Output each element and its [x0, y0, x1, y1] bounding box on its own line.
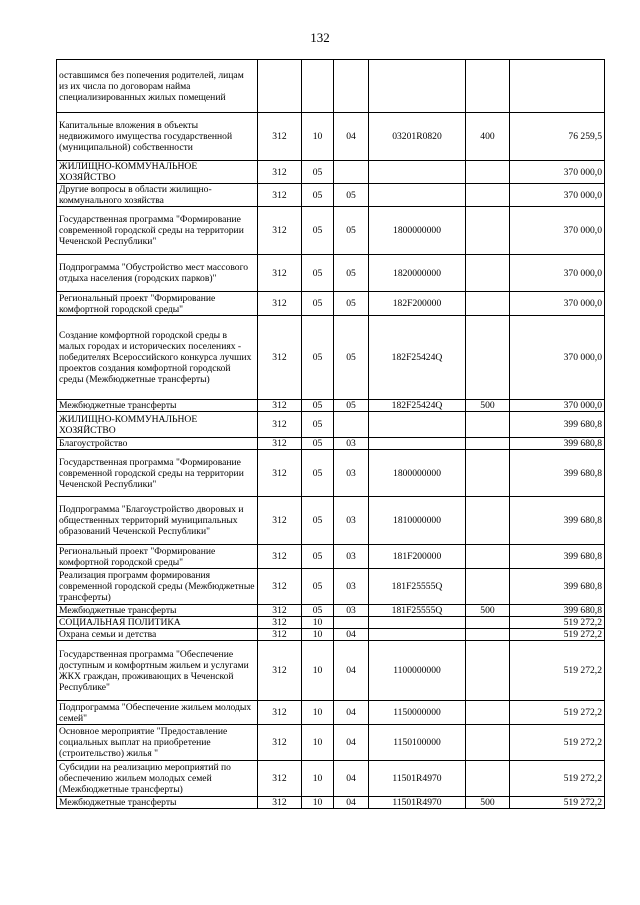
cell-expense-type: 500: [466, 400, 510, 412]
cell-section-code: 10: [302, 701, 334, 725]
cell-name: Межбюджетные трансферты: [57, 605, 258, 617]
cell-ministry-code: 312: [258, 113, 302, 161]
cell-subsection-code: 04: [334, 797, 369, 809]
cell-target-article: 182F25424Q: [369, 400, 466, 412]
table-row: [57, 207, 605, 255]
cell-target-article: 1100000000: [369, 641, 466, 701]
table-row: [57, 629, 605, 641]
cell-name: оставшимся без попечения родителей, лицам из их числа по договорам найма специализированных жилых помещений: [57, 60, 258, 113]
cell-target-article: 182F25424Q: [369, 316, 466, 400]
cell-expense-type: [466, 569, 510, 605]
cell-subsection-code: 04: [334, 113, 369, 161]
cell-subsection-code: [334, 161, 369, 184]
cell-amount: 519 272,2: [510, 617, 605, 629]
table-row: [57, 545, 605, 569]
cell-section-code: 05: [302, 184, 334, 207]
cell-amount: 399 680,8: [510, 497, 605, 545]
cell-ministry-code: 312: [258, 184, 302, 207]
cell-target-article: 181F200000: [369, 545, 466, 569]
cell-subsection-code: 04: [334, 641, 369, 701]
table-row: [57, 316, 605, 400]
cell-target-article: [369, 184, 466, 207]
cell-name: Благоустройство: [57, 438, 258, 450]
cell-target-article: 03201R0820: [369, 113, 466, 161]
cell-subsection-code: 03: [334, 450, 369, 497]
cell-amount: 519 272,2: [510, 761, 605, 797]
table-row: [57, 113, 605, 161]
cell-ministry-code: 312: [258, 207, 302, 255]
cell-ministry-code: 312: [258, 255, 302, 292]
cell-subsection-code: [334, 60, 369, 113]
table-row: [57, 497, 605, 545]
cell-expense-type: [466, 161, 510, 184]
table-row: [57, 605, 605, 617]
cell-subsection-code: 05: [334, 292, 369, 316]
cell-target-article: [369, 629, 466, 641]
cell-amount: 399 680,8: [510, 438, 605, 450]
cell-name: Государственная программа "Формирование современной городской среды на территории Чеченской Республики": [57, 207, 258, 255]
cell-section-code: 10: [302, 761, 334, 797]
cell-target-article: 1800000000: [369, 207, 466, 255]
cell-subsection-code: 05: [334, 255, 369, 292]
cell-name: Капитальные вложения в объекты недвижимого имущества государственной (муниципальной) собственности: [57, 113, 258, 161]
cell-amount: 370 000,0: [510, 207, 605, 255]
cell-section-code: 10: [302, 797, 334, 809]
cell-subsection-code: 05: [334, 316, 369, 400]
cell-ministry-code: 312: [258, 569, 302, 605]
cell-section-code: 05: [302, 400, 334, 412]
cell-amount: 370 000,0: [510, 161, 605, 184]
table-row: [57, 725, 605, 761]
table-row: [57, 438, 605, 450]
cell-amount: 399 680,8: [510, 545, 605, 569]
cell-name: Основное мероприятие "Предоставление социальных выплат на приобретение (строительство) жилья ": [57, 725, 258, 761]
table-row: [57, 292, 605, 316]
cell-expense-type: [466, 497, 510, 545]
cell-name: Подпрограмма "Обеспечение жильем молодых семей": [57, 701, 258, 725]
cell-amount: 519 272,2: [510, 797, 605, 809]
cell-subsection-code: 05: [334, 400, 369, 412]
cell-target-article: [369, 412, 466, 438]
cell-target-article: [369, 617, 466, 629]
cell-target-article: 1150100000: [369, 725, 466, 761]
cell-amount: 519 272,2: [510, 725, 605, 761]
cell-expense-type: [466, 545, 510, 569]
cell-ministry-code: 312: [258, 701, 302, 725]
cell-subsection-code: 05: [334, 207, 369, 255]
cell-section-code: 05: [302, 292, 334, 316]
cell-subsection-code: [334, 617, 369, 629]
cell-subsection-code: 04: [334, 725, 369, 761]
table-row: [57, 412, 605, 438]
cell-target-article: [369, 60, 466, 113]
cell-amount: 519 272,2: [510, 641, 605, 701]
cell-ministry-code: 312: [258, 725, 302, 761]
cell-name: СОЦИАЛЬНАЯ ПОЛИТИКА: [57, 617, 258, 629]
cell-expense-type: [466, 617, 510, 629]
table-row: [57, 761, 605, 797]
page-number: 132: [310, 30, 330, 45]
cell-expense-type: [466, 641, 510, 701]
cell-amount: 76 259,5: [510, 113, 605, 161]
cell-name: Региональный проект "Формирование комфортной городской среды": [57, 292, 258, 316]
cell-section-code: 05: [302, 497, 334, 545]
table-row: [57, 255, 605, 292]
cell-section-code: 05: [302, 605, 334, 617]
cell-name: Государственная программа "Обеспечение доступным и комфортным жильем и услугами ЖКХ граждан, проживающих в Чеченской Республике": [57, 641, 258, 701]
cell-amount: 519 272,2: [510, 629, 605, 641]
cell-ministry-code: 312: [258, 545, 302, 569]
cell-ministry-code: [258, 60, 302, 113]
cell-name: Государственная программа "Формирование современной городской среды на территории Чеченской Республики": [57, 450, 258, 497]
cell-name: Подпрограмма "Обустройство мест массового отдыха населения (городских парков)": [57, 255, 258, 292]
cell-section-code: [302, 60, 334, 113]
cell-name: Реализация программ формирования современной городской среды (Межбюджетные трансферты): [57, 569, 258, 605]
cell-amount: [510, 60, 605, 113]
cell-name: ЖИЛИЩНО-КОММУНАЛЬНОЕ ХОЗЯЙСТВО: [57, 161, 258, 184]
cell-expense-type: [466, 761, 510, 797]
cell-section-code: 05: [302, 161, 334, 184]
cell-subsection-code: 03: [334, 438, 369, 450]
cell-subsection-code: 04: [334, 701, 369, 725]
cell-expense-type: [466, 207, 510, 255]
cell-expense-type: [466, 725, 510, 761]
cell-expense-type: [466, 438, 510, 450]
cell-target-article: 1150000000: [369, 701, 466, 725]
cell-expense-type: [466, 255, 510, 292]
cell-expense-type: [466, 701, 510, 725]
cell-name: ЖИЛИЩНО-КОММУНАЛЬНОЕ ХОЗЯЙСТВО: [57, 412, 258, 438]
cell-section-code: 05: [302, 450, 334, 497]
cell-ministry-code: 312: [258, 797, 302, 809]
cell-subsection-code: 03: [334, 497, 369, 545]
cell-ministry-code: 312: [258, 641, 302, 701]
cell-target-article: 1800000000: [369, 450, 466, 497]
cell-subsection-code: 05: [334, 184, 369, 207]
table-row: [57, 450, 605, 497]
cell-expense-type: [466, 60, 510, 113]
cell-amount: 399 680,8: [510, 569, 605, 605]
cell-subsection-code: 03: [334, 545, 369, 569]
budget-table: [56, 59, 605, 809]
cell-ministry-code: 312: [258, 438, 302, 450]
cell-target-article: 11501R4970: [369, 797, 466, 809]
cell-section-code: 05: [302, 412, 334, 438]
cell-target-article: [369, 161, 466, 184]
cell-name: Субсидии на реализацию мероприятий по обеспечению жильем молодых семей (Межбюджетные трансферты): [57, 761, 258, 797]
table-row: [57, 617, 605, 629]
cell-ministry-code: 312: [258, 412, 302, 438]
cell-ministry-code: 312: [258, 617, 302, 629]
cell-target-article: 181F25555Q: [369, 569, 466, 605]
cell-amount: 370 000,0: [510, 292, 605, 316]
table-row: [57, 641, 605, 701]
cell-section-code: 05: [302, 316, 334, 400]
table-row: [57, 400, 605, 412]
cell-amount: 370 000,0: [510, 316, 605, 400]
cell-target-article: 11501R4970: [369, 761, 466, 797]
cell-expense-type: [466, 412, 510, 438]
cell-name: Региональный проект "Формирование комфортной городской среды": [57, 545, 258, 569]
cell-section-code: 10: [302, 629, 334, 641]
cell-expense-type: 400: [466, 113, 510, 161]
table-row: [57, 184, 605, 207]
cell-target-article: 182F200000: [369, 292, 466, 316]
cell-name: Создание комфортной городской среды в малых городах и исторических поселениях - победителях Всероссийского конкурса лучших проектов создания комфортной городской среды (Межбюджетные трансферты): [57, 316, 258, 400]
cell-target-article: [369, 438, 466, 450]
cell-subsection-code: [334, 412, 369, 438]
cell-expense-type: 500: [466, 797, 510, 809]
cell-ministry-code: 312: [258, 761, 302, 797]
budget-table-body: [57, 60, 605, 809]
cell-expense-type: [466, 316, 510, 400]
cell-name: Другие вопросы в области жилищно-коммунального хозяйства: [57, 184, 258, 207]
cell-ministry-code: 312: [258, 497, 302, 545]
cell-amount: 519 272,2: [510, 701, 605, 725]
cell-ministry-code: 312: [258, 400, 302, 412]
cell-section-code: 10: [302, 641, 334, 701]
cell-expense-type: [466, 292, 510, 316]
cell-subsection-code: 03: [334, 605, 369, 617]
cell-ministry-code: 312: [258, 605, 302, 617]
cell-section-code: 05: [302, 569, 334, 605]
cell-amount: 370 000,0: [510, 184, 605, 207]
cell-section-code: 10: [302, 725, 334, 761]
cell-section-code: 10: [302, 113, 334, 161]
cell-expense-type: [466, 184, 510, 207]
cell-name: Охрана семьи и детства: [57, 629, 258, 641]
cell-amount: 399 680,8: [510, 450, 605, 497]
table-row: [57, 701, 605, 725]
cell-amount: 370 000,0: [510, 400, 605, 412]
cell-target-article: 181F25555Q: [369, 605, 466, 617]
cell-expense-type: [466, 629, 510, 641]
cell-section-code: 05: [302, 545, 334, 569]
cell-section-code: 05: [302, 438, 334, 450]
cell-target-article: 1820000000: [369, 255, 466, 292]
cell-name: Межбюджетные трансферты: [57, 400, 258, 412]
cell-ministry-code: 312: [258, 161, 302, 184]
cell-amount: 399 680,8: [510, 605, 605, 617]
cell-expense-type: [466, 450, 510, 497]
cell-section-code: 05: [302, 255, 334, 292]
cell-ministry-code: 312: [258, 450, 302, 497]
cell-subsection-code: 03: [334, 569, 369, 605]
cell-name: Подпрограмма "Благоустройство дворовых и общественных территорий муниципальных образований Чеченской Республики": [57, 497, 258, 545]
table-row: [57, 569, 605, 605]
cell-target-article: 1810000000: [369, 497, 466, 545]
table-row: [57, 60, 605, 113]
cell-subsection-code: 04: [334, 629, 369, 641]
cell-amount: 370 000,0: [510, 255, 605, 292]
cell-name: Межбюджетные трансферты: [57, 797, 258, 809]
cell-subsection-code: 04: [334, 761, 369, 797]
table-row: [57, 797, 605, 809]
cell-ministry-code: 312: [258, 292, 302, 316]
cell-ministry-code: 312: [258, 316, 302, 400]
cell-section-code: 05: [302, 207, 334, 255]
table-row: [57, 161, 605, 184]
cell-ministry-code: 312: [258, 629, 302, 641]
cell-amount: 399 680,8: [510, 412, 605, 438]
cell-section-code: 10: [302, 617, 334, 629]
cell-expense-type: 500: [466, 605, 510, 617]
